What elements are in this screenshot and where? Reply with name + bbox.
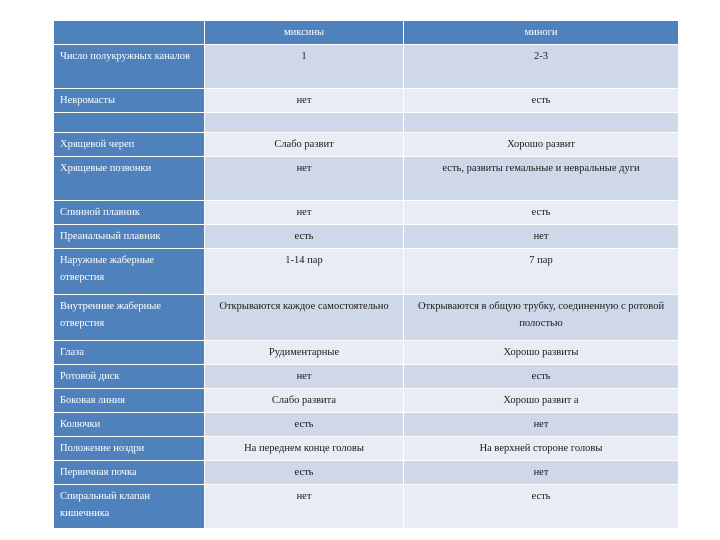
cell-myxini: 1-14 пар xyxy=(205,249,404,295)
cell-lampreys: нет xyxy=(404,225,679,249)
cell-myxini: нет xyxy=(205,201,404,225)
table-row xyxy=(54,45,679,89)
cell-lampreys: есть xyxy=(404,89,679,113)
row-label: Колючки xyxy=(54,413,205,437)
table-row xyxy=(54,201,679,225)
table-row xyxy=(54,389,679,413)
cell-lampreys xyxy=(404,113,679,133)
cell-lampreys: есть xyxy=(404,365,679,389)
cell-lampreys: есть xyxy=(404,485,679,529)
cell-lampreys: нет xyxy=(404,413,679,437)
cell-myxini: есть xyxy=(205,413,404,437)
table-row xyxy=(54,341,679,365)
cell-lampreys: есть, развиты гемальные и невральные дуги xyxy=(404,157,679,201)
cell-lampreys: нет xyxy=(404,461,679,485)
row-label: Положение ноздри xyxy=(54,437,205,461)
table-row xyxy=(54,89,679,113)
row-label: Первичная почка xyxy=(54,461,205,485)
cell-myxini: 1 xyxy=(205,45,404,89)
row-label xyxy=(54,113,205,133)
cell-myxini: есть xyxy=(205,461,404,485)
cell-myxini: нет xyxy=(205,485,404,529)
table-row xyxy=(54,133,679,157)
row-label: Невромасты xyxy=(54,89,205,113)
cell-myxini: нет xyxy=(205,365,404,389)
table-header-row xyxy=(54,21,679,45)
cell-lampreys: Хорошо развит xyxy=(404,133,679,157)
cell-myxini: нет xyxy=(205,157,404,201)
table-row xyxy=(54,113,679,133)
cell-lampreys: Хорошо развиты xyxy=(404,341,679,365)
row-label: Ротовой диск xyxy=(54,365,205,389)
row-label: Боковая линия xyxy=(54,389,205,413)
cell-myxini: нет xyxy=(205,89,404,113)
header-lampreys: миноги xyxy=(404,21,679,45)
cell-lampreys: На верхней стороне головы xyxy=(404,437,679,461)
table-row xyxy=(54,225,679,249)
table-row xyxy=(54,249,679,295)
table-row xyxy=(54,295,679,341)
cell-lampreys: Хорошо развит а xyxy=(404,389,679,413)
header-myxini: миксины xyxy=(205,21,404,45)
cell-lampreys: Открываются в общую трубку, соединенную с ротовой полостью xyxy=(404,295,679,341)
row-label: Спинной плавник xyxy=(54,201,205,225)
row-label: Глаза xyxy=(54,341,205,365)
cell-myxini: Слабо развита xyxy=(205,389,404,413)
row-label: Преанальный плавник xyxy=(54,225,205,249)
table-row xyxy=(54,157,679,201)
cell-lampreys: 7 пар xyxy=(404,249,679,295)
cell-myxini: На переднем конце головы xyxy=(205,437,404,461)
row-label: Хрящевой череп xyxy=(54,133,205,157)
cell-myxini: Рудиментарные xyxy=(205,341,404,365)
header-corner-cell xyxy=(54,21,205,45)
row-label: Внутренние жаберные отверстия xyxy=(54,295,205,341)
table-row xyxy=(54,365,679,389)
cell-myxini: Слабо развит xyxy=(205,133,404,157)
table-row xyxy=(54,461,679,485)
cell-myxini xyxy=(205,113,404,133)
row-label: Наружные жаберные отверстия xyxy=(54,249,205,295)
cell-myxini: есть xyxy=(205,225,404,249)
cell-myxini: Открываются каждое самостоятельно xyxy=(205,295,404,341)
table-row xyxy=(54,437,679,461)
comparison-table xyxy=(53,20,679,529)
row-label: Число полукружных каналов xyxy=(54,45,205,89)
row-label: Хрящевые позвонки xyxy=(54,157,205,201)
row-label: Спиральный клапан кишечника xyxy=(54,485,205,529)
cell-lampreys: 2-3 xyxy=(404,45,679,89)
cell-lampreys: есть xyxy=(404,201,679,225)
table-row xyxy=(54,413,679,437)
table-row xyxy=(54,485,679,529)
